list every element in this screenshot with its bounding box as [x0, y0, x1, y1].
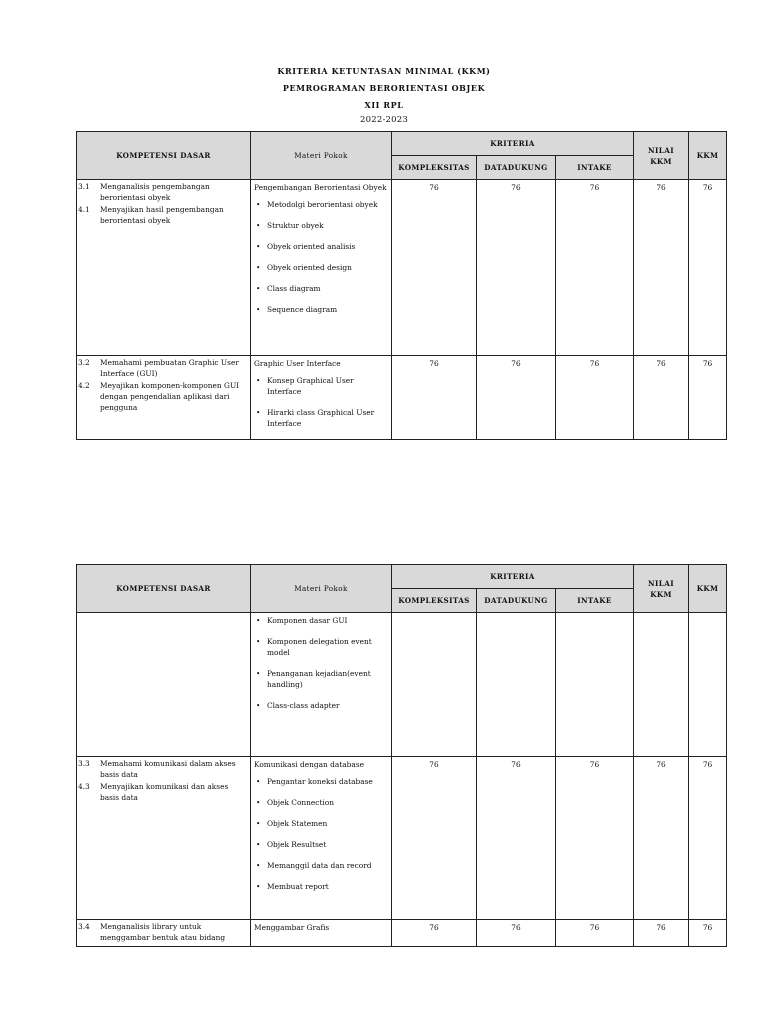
materi-cell [251, 757, 392, 920]
intake-value-cell [556, 757, 634, 920]
col-header-kompleksitas: KOMPLEKSITAS [392, 156, 477, 180]
materi-list-item [254, 776, 388, 787]
nilai-kkm-value-cell [634, 757, 689, 920]
materi-list-item [254, 199, 388, 210]
materi-item-text: Membuat report [267, 882, 329, 891]
doc-title: KRITERIA KETUNTASAN MINIMAL (KKM) [277, 66, 491, 76]
kkm-value-cell [689, 920, 727, 947]
materi-cell [251, 920, 392, 947]
kompetensi-text: Memahami komunikasi dalam akses basis data [100, 759, 236, 779]
kkm-value: 76 [702, 923, 713, 932]
kompetensi-cell [77, 613, 251, 757]
kompetensi-item [77, 181, 250, 203]
materi-list-item [254, 262, 388, 273]
table-row [77, 356, 727, 440]
kompetensi-item [77, 380, 250, 413]
materi-content [251, 757, 391, 892]
kkm-value-cell [689, 613, 727, 757]
kkm-table-1 [76, 131, 727, 440]
materi-list [254, 776, 388, 892]
materi-list-item [254, 668, 388, 690]
intake-value-cell [556, 180, 634, 356]
intake-value-cell [556, 356, 634, 440]
col-header-kkm: KKM [689, 132, 727, 180]
materi-item-text: Memanggil data dan record [267, 861, 372, 870]
kompetensi-text: Menyajikan komunikasi dan akses basis data [100, 782, 229, 802]
doc-subject: PEMROGRAMAN BERORIENTASI OBJEK [282, 83, 486, 93]
table-row [77, 613, 727, 757]
materi-content [251, 356, 391, 429]
materi-list-item [254, 407, 388, 429]
kompetensi-number: 3.4 [78, 922, 90, 931]
bullet-icon: • [256, 408, 261, 417]
kkm-value: 76 [702, 359, 713, 368]
materi-item-text: Class-class adapter [267, 701, 340, 710]
kkm-value-cell [689, 356, 727, 440]
materi-item-text: Komponen dasar GUI [267, 616, 348, 625]
kompetensi-cell [77, 920, 251, 947]
bullet-icon: • [256, 777, 261, 786]
materi-list-item [254, 375, 388, 397]
intake-value: 76 [589, 923, 600, 932]
materi-list-item [254, 220, 388, 231]
kompetensi-text: Meyajikan komponen-komponen GUI dengan pengendalian aplikasi dari pengguna [100, 381, 240, 412]
nilai-kkm-value: 76 [656, 359, 666, 368]
kkm-table-2 [76, 564, 727, 947]
kkm-value [689, 613, 726, 615]
materi-list-item [254, 636, 388, 658]
materi-item-text: Penanganan kejadian(event handling) [267, 669, 371, 689]
bullet-icon: • [256, 263, 261, 272]
daya-dukung-value: 76 [511, 760, 521, 769]
daya-dukung-value-cell [477, 356, 556, 440]
materi-heading: Pengembangan Berorientasi Obyek [254, 183, 387, 192]
materi-item-text: Pengantar koneksi database [267, 777, 373, 786]
intake-value: 76 [589, 760, 600, 769]
daya-dukung-value-cell [477, 920, 556, 947]
col-header-nilai-kkm: NILAI KKM [634, 565, 689, 613]
materi-item-text: Konsep Graphical User Interface [267, 376, 354, 396]
col-header-kompleksitas: KOMPLEKSITAS [392, 589, 477, 613]
col-header-kompetensi: KOMPETENSI DASAR [77, 565, 251, 613]
col-header-kriteria: KRITERIA [392, 132, 634, 156]
bullet-icon: • [256, 200, 261, 209]
materi-heading: Menggambar Grafis [254, 923, 330, 932]
bullet-icon: • [256, 701, 261, 710]
table-row [77, 920, 727, 947]
kompetensi-number: 4.2 [78, 381, 90, 390]
kompleksitas-value [392, 613, 476, 615]
nilai-kkm-value-cell [634, 180, 689, 356]
intake-value-cell [556, 920, 634, 947]
daya-dukung-value-cell [477, 757, 556, 920]
materi-item-text: Class diagram [267, 284, 321, 293]
col-header-daya-dukung: DATADUKUNG [477, 156, 556, 180]
doc-year: 2022-2023 [360, 115, 408, 125]
kompetensi-text: Memahami pembuatan Graphic User Interface (GUI) [100, 358, 239, 378]
intake-value [556, 613, 633, 615]
kompetensi-number: 4.1 [78, 205, 90, 214]
col-header-nilai-kkm: NILAI KKM [634, 132, 689, 180]
materi-content [251, 920, 391, 933]
kompetensi-text: Menganalisis library untuk menggambar bentuk atau bidang [100, 922, 226, 942]
materi-cell [251, 356, 392, 440]
kompleksitas-value: 76 [429, 183, 439, 192]
materi-list-item [254, 615, 388, 626]
bullet-icon: • [256, 616, 261, 625]
col-header-intake: INTAKE [556, 589, 634, 613]
kompetensi-cell [77, 356, 251, 440]
materi-list-item [254, 839, 388, 850]
materi-item-text: Objek Connection [267, 798, 334, 807]
kompetensi-number: 3.3 [78, 759, 90, 768]
nilai-kkm-value: 76 [656, 760, 666, 769]
materi-item-text: Objek Resultset [267, 840, 327, 849]
col-header-materi: Materi Pokok [251, 565, 392, 613]
materi-list-item [254, 283, 388, 294]
bullet-icon: • [256, 284, 261, 293]
daya-dukung-value [477, 613, 555, 615]
materi-item-text: Obyek oriented analisis [267, 242, 356, 251]
materi-cell [251, 613, 392, 757]
materi-list-item [254, 700, 388, 711]
bullet-icon: • [256, 840, 261, 849]
nilai-kkm-value-cell [634, 356, 689, 440]
kompetensi-number: 4.3 [78, 782, 90, 791]
materi-item-text: Komponen delegation event model [267, 637, 372, 657]
intake-value: 76 [589, 359, 600, 368]
table-row [77, 757, 727, 920]
kompetensi-item [77, 921, 250, 943]
col-header-kkm: KKM [689, 565, 727, 613]
kompetensi-cell [77, 180, 251, 356]
kompetensi-item [77, 781, 250, 803]
bullet-icon: • [256, 798, 261, 807]
kompetensi-item [77, 204, 250, 226]
kkm-value: 76 [702, 183, 713, 192]
materi-list [254, 375, 388, 429]
bullet-icon: • [256, 861, 261, 870]
kompetensi-text: Menyajikan hasil pengembangan berorientasi obyek [100, 205, 224, 225]
materi-item-text: Metodolgi berorientasi obyek [267, 200, 378, 209]
kompetensi-cell [77, 757, 251, 920]
kompleksitas-value-cell [392, 613, 477, 757]
nilai-kkm-value-cell [634, 920, 689, 947]
kompleksitas-value: 76 [429, 923, 439, 932]
bullet-icon: • [256, 882, 261, 891]
materi-heading: Graphic User Interface [254, 359, 341, 368]
nilai-kkm-value-cell [634, 613, 689, 757]
kompleksitas-value-cell [392, 920, 477, 947]
materi-cell [251, 180, 392, 356]
materi-list [254, 199, 388, 315]
kompetensi-text: Menganalisis pengembangan berorientasi obyek [100, 182, 210, 202]
kkm-value: 76 [702, 760, 713, 769]
materi-item-text: Hirarki class Graphical User Interface [267, 408, 375, 428]
daya-dukung-value: 76 [511, 923, 521, 932]
col-header-intake: INTAKE [556, 156, 634, 180]
bullet-icon: • [256, 376, 261, 385]
bullet-icon: • [256, 242, 261, 251]
kompetensi-number: 3.1 [78, 182, 90, 191]
daya-dukung-value: 76 [511, 183, 521, 192]
kompleksitas-value-cell [392, 356, 477, 440]
materi-list [254, 615, 388, 711]
materi-item-text: Sequence diagram [267, 305, 338, 314]
nilai-kkm-value: 76 [656, 183, 666, 192]
materi-item-text: Objek Statemen [267, 819, 328, 828]
materi-list-item [254, 797, 388, 808]
kompleksitas-value: 76 [429, 359, 439, 368]
kkm-value-cell [689, 757, 727, 920]
col-header-kriteria: KRITERIA [392, 565, 634, 589]
materi-list-item [254, 304, 388, 315]
intake-value: 76 [589, 183, 600, 192]
kompetensi-item [77, 357, 250, 379]
materi-content [251, 180, 391, 315]
nilai-kkm-value: 76 [656, 923, 666, 932]
materi-list-item [254, 818, 388, 829]
intake-value-cell [556, 613, 634, 757]
doc-class: XII RPL [364, 100, 404, 110]
daya-dukung-value-cell [477, 180, 556, 356]
col-header-kompetensi: KOMPETENSI DASAR [77, 132, 251, 180]
col-header-materi: Materi Pokok [251, 132, 392, 180]
materi-item-text: Struktur obyek [267, 221, 324, 230]
bullet-icon: • [256, 819, 261, 828]
materi-item-text: Obyek oriented design [267, 263, 352, 272]
materi-list-item [254, 241, 388, 252]
materi-list-item [254, 860, 388, 871]
kompetensi-number: 3.2 [78, 358, 90, 367]
col-header-daya-dukung: DATADUKUNG [477, 589, 556, 613]
materi-content [251, 613, 391, 711]
table-row [77, 180, 727, 356]
kompleksitas-value: 76 [429, 760, 439, 769]
materi-list-item [254, 881, 388, 892]
daya-dukung-value: 76 [511, 359, 521, 368]
kompetensi-item [77, 758, 250, 780]
bullet-icon: • [256, 221, 261, 230]
bullet-icon: • [256, 305, 261, 314]
nilai-kkm-value [634, 613, 688, 615]
daya-dukung-value-cell [477, 613, 556, 757]
kompleksitas-value-cell [392, 757, 477, 920]
kompleksitas-value-cell [392, 180, 477, 356]
materi-heading: Komunikasi dengan database [254, 760, 364, 769]
bullet-icon: • [256, 669, 261, 678]
kkm-value-cell [689, 180, 727, 356]
bullet-icon: • [256, 637, 261, 646]
